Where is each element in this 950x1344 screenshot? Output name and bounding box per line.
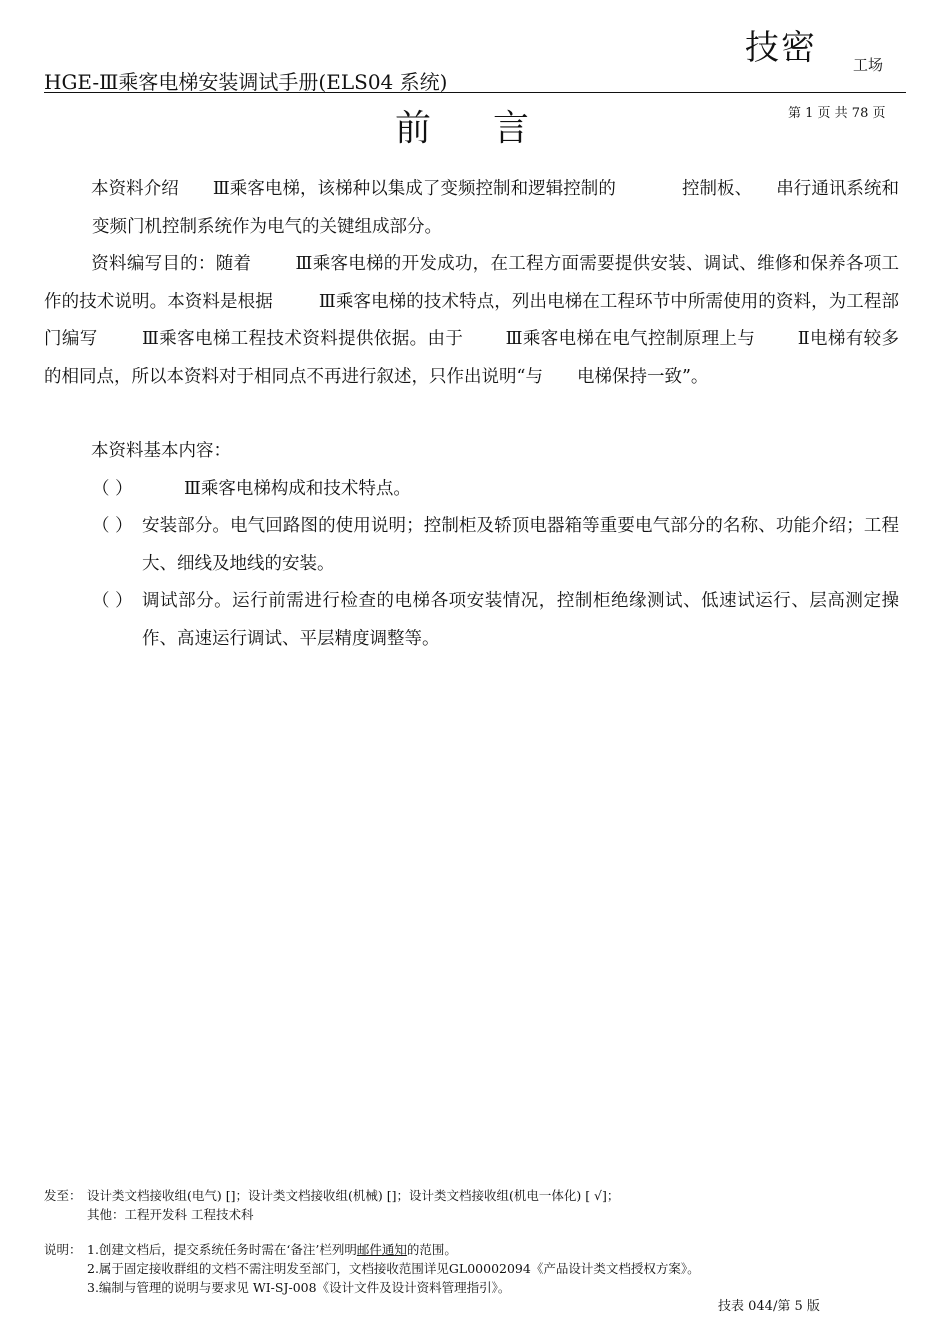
list-item: （ ） 调试部分。运行前需进行检查的电梯各项安装情况，控制柜绝缘测试、低速试运行、层高测定操作、高速运行调试、平层精度调整等。 — [92, 591, 899, 649]
distribution-label: 发至： — [44, 1188, 82, 1203]
classification-mark: 技密 — [745, 28, 817, 68]
page-info: 第 1 页 共 78 页 — [788, 106, 886, 121]
factory-label: 工场 — [853, 56, 884, 74]
note-1: 1.创建文档后，提交系统任务时需在‘备注’栏列明邮件通知的范围。 — [87, 1242, 457, 1257]
notes-label: 说明： — [44, 1242, 82, 1257]
purpose-paragraph: 资料编写目的：随着 Ⅲ乘客电梯的开发成功，在工程方面需要提供安装、调试、维修和保养各项工作的技术说明。本资料是根据 Ⅲ乘客电梯的技术特点，列出电梯在工程环节中所需使用的资料，为工程部门编写 Ⅲ乘客电梯工程技术资料提供依据。由于 Ⅲ乘客电梯在电气控制原理上与 Ⅱ电梯有较多的相同点，所以本资料对于相同点不再进行叙述，只作出说明“与 电梯保持一致”。 — [44, 254, 900, 387]
distribution-groups: 设计类文档接收组(电气) []；设计类文档接收组(机械) []；设计类文档接收组(机电一体化) [ √]； — [87, 1188, 620, 1203]
header-divider — [44, 92, 906, 93]
mail-notice-link: 邮件通知 — [356, 1242, 407, 1257]
list-item: （ ） 安装部分。电气回路图的使用说明；控制柜及轿顶电器箱等重要电气部分的名称、功能介绍；工程大、细线及地线的安装。 — [92, 516, 899, 574]
intro-paragraph: 本资料介绍 Ⅲ乘客电梯，该梯种以集成了变频控制和逻辑控制的 控制板、 串行通讯系统和变频门机控制系统作为电气的关键组成部分。 — [91, 179, 900, 237]
note-3: 3.编制与管理的说明与要求见 WI-SJ-008《设计文件及设计资料管理指引》。 — [87, 1280, 511, 1295]
list-item: （ ） Ⅲ乘客电梯构成和技术特点。 — [92, 479, 411, 499]
note-2: 2.属于固定接收群组的文档不需注明发至部门，文档接收范围详见GL00002094《产品设计类文档授权方案》。 — [87, 1261, 700, 1276]
distribution-other: 其他：工程开发科 工程技术科 — [87, 1207, 254, 1222]
page-heading: 前言 — [395, 108, 592, 149]
document-title: HGE-Ⅲ乘客电梯安装调试手册(ELS04 系统) — [44, 70, 448, 94]
form-number: 技表 044/第 5 版 — [718, 1299, 820, 1314]
contents-intro: 本资料基本内容： — [91, 441, 231, 461]
